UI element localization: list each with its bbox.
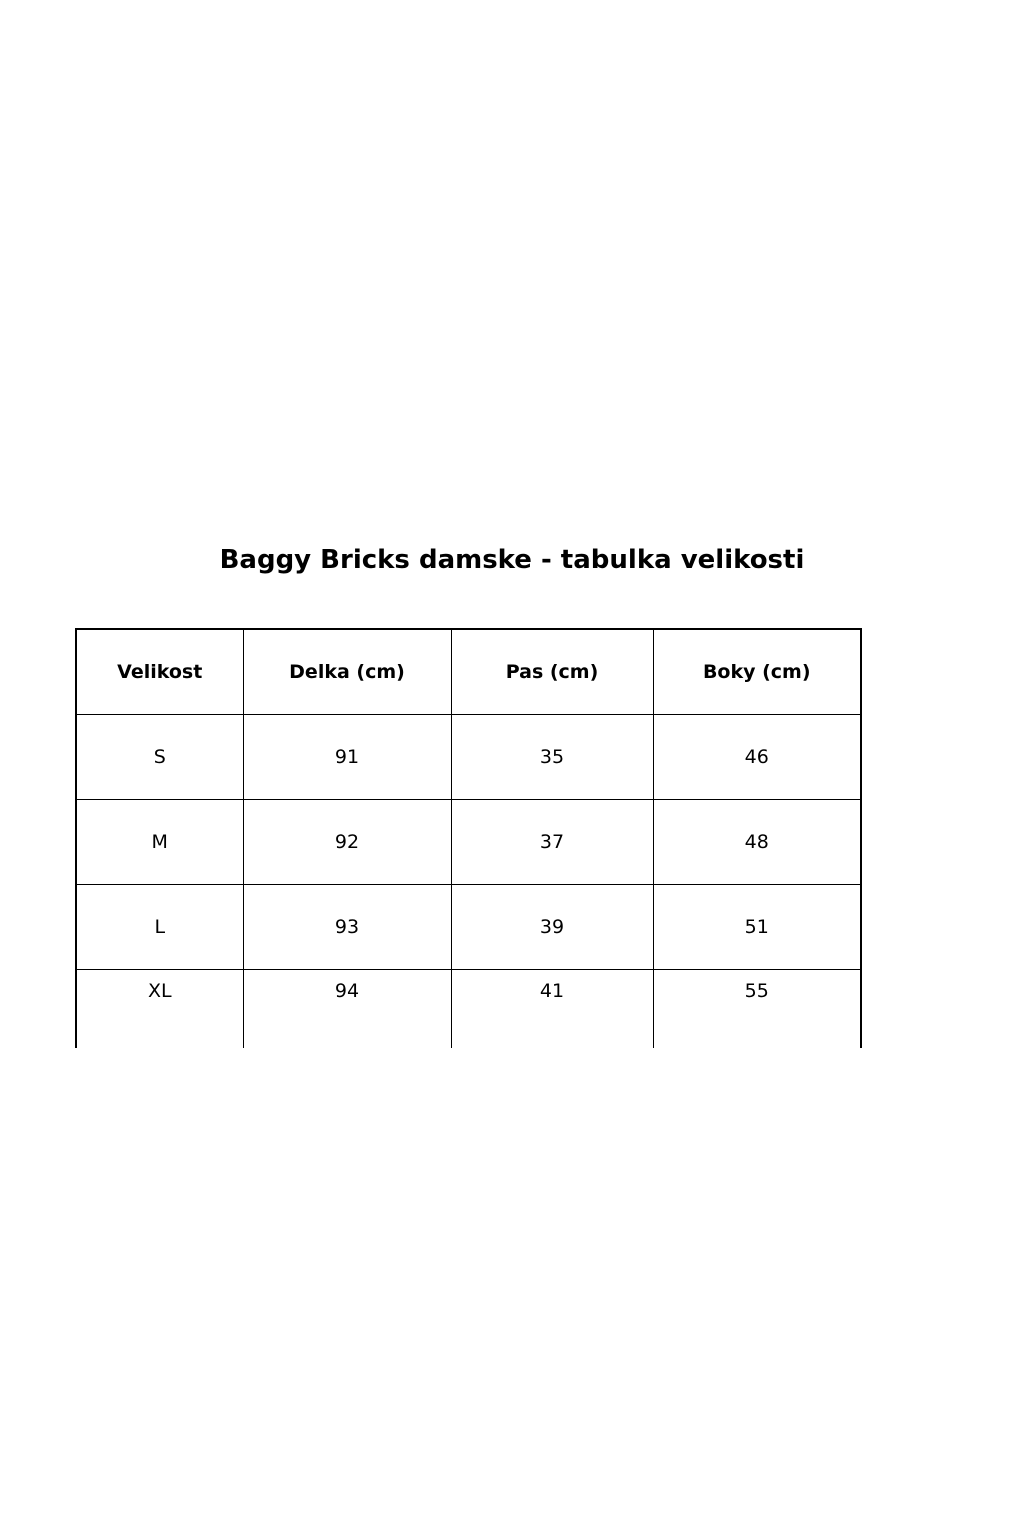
cell-pas: 39	[451, 885, 653, 970]
column-header-pas: Pas (cm)	[451, 629, 653, 715]
table-row-xl	[76, 970, 861, 1049]
table-header-row	[76, 629, 861, 715]
cell-boky: 51	[653, 885, 861, 970]
cell-size: M	[76, 800, 243, 885]
column-header-boky: Boky (cm)	[653, 629, 861, 715]
column-header-delka: Delka (cm)	[243, 629, 451, 715]
cell-size: XL	[76, 970, 243, 1049]
table-row-l	[76, 885, 861, 970]
cell-pas: 35	[451, 715, 653, 800]
cell-size: L	[76, 885, 243, 970]
cell-delka: 94	[243, 970, 451, 1049]
cell-delka: 91	[243, 715, 451, 800]
cell-boky: 55	[653, 970, 861, 1049]
cell-boky: 46	[653, 715, 861, 800]
size-table	[75, 628, 862, 1048]
cell-delka: 92	[243, 800, 451, 885]
cell-boky: 48	[653, 800, 861, 885]
size-table-container	[75, 628, 862, 1048]
cell-delka: 93	[243, 885, 451, 970]
cell-size: S	[76, 715, 243, 800]
table-row-m	[76, 800, 861, 885]
cell-pas: 37	[451, 800, 653, 885]
cell-pas: 41	[451, 970, 653, 1049]
table-row-s	[76, 715, 861, 800]
column-header-velikost: Velikost	[76, 629, 243, 715]
page-title: Baggy Bricks damske - tabulka velikosti	[219, 545, 805, 575]
